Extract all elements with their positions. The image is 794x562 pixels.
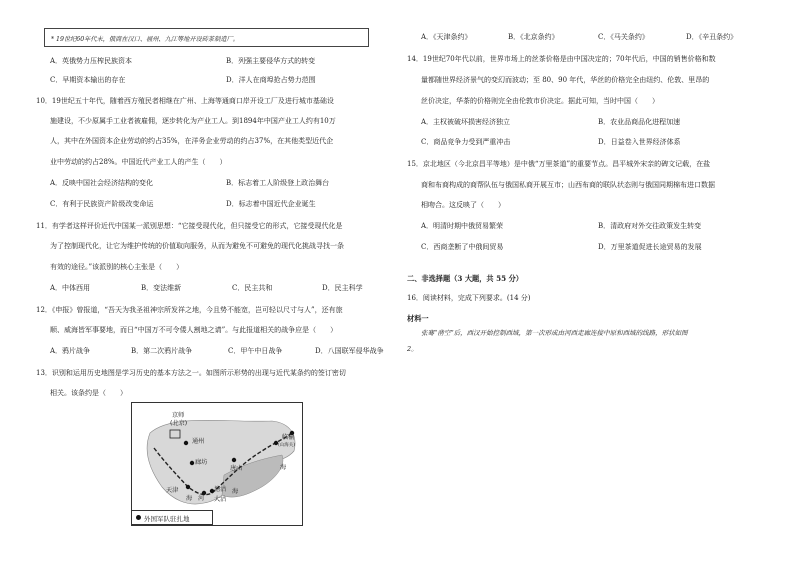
q13-option-b: B．《北京条约》 xyxy=(508,33,559,41)
material-title: 材料一 xyxy=(407,314,429,323)
map-label-dagu: 大沽 xyxy=(214,496,227,503)
q12-line-2: 顺、威海皆军事要地，而日“中国万不可令倭人割地之请”。与此报道相关的战争应是（ ） xyxy=(50,326,338,334)
map-label-langfang: 廊坊 xyxy=(195,459,208,466)
section-title: 二、非选择题（3 大题，共 55 分） xyxy=(407,274,523,283)
q12-option-c: C．甲午中日战争 xyxy=(228,347,283,355)
q15-option-a: A．明清时期中俄贸易繁荣 xyxy=(421,222,504,230)
q11-option-a: A．中体西用 xyxy=(50,284,91,292)
map-label-tanggu: 塘沽 xyxy=(214,486,227,493)
q16-title: 16．阅读材料，完成下列要求。(14 分) xyxy=(407,294,531,302)
q14-line-2: 量都随世界经济景气的变幻而波动；至 80、90 年代，华丝的价格完全由纽约、伦敦、里昂的 xyxy=(421,76,710,84)
material-line-1: 张骞“凿空”后，西汉开始控制西域，第一次形成由河西走廊连接中原和西域的线路，形状如图 xyxy=(421,329,688,337)
q10-option-c: C．有利于民族资产阶级改变命运 xyxy=(50,200,154,208)
map-label-tangshan: 唐山 xyxy=(230,465,243,472)
q11-option-d: D．民主科学 xyxy=(322,284,363,292)
map-label-linyu: 临榆 xyxy=(282,434,295,441)
legend-dot-icon xyxy=(136,515,141,520)
material-box xyxy=(44,28,369,47)
material-box-text: * 19世纪60年代末，俄商在汉口、福州、九江等地开设砖茶制造厂。 xyxy=(51,36,239,43)
q14-option-a: A．主权被破坏损害经济独立 xyxy=(421,118,511,126)
legend-label: 外国军队驻扎地 xyxy=(144,515,190,523)
map-label-tongzhou: 通州 xyxy=(192,438,205,445)
q14-line-3: 丝价决定，华茶的价格则完全由伦敦市价决定。据此可知，当时中国（ ） xyxy=(421,97,659,105)
q15-option-b: B．清政府对外交往政策发生转变 xyxy=(598,222,702,230)
q11-option-b: B．变法维新 xyxy=(141,284,182,292)
q12-option-d: D．八国联军侵华战争 xyxy=(315,347,384,355)
q13-option-c: C．《马关条约》 xyxy=(598,33,649,41)
q10-option-b: B．标志着工人阶级登上政治舞台 xyxy=(226,179,330,187)
map-label-beijing: (北京) xyxy=(170,420,188,427)
q9-option-a: A．英俄势力压榨民族资本 xyxy=(50,57,133,65)
q11-line-3: 有效的途径。”该派别的核心主张是（ ） xyxy=(50,263,184,271)
map-label-hai: 海 xyxy=(186,495,193,502)
q10-option-d: D．标志着中国近代企业诞生 xyxy=(226,200,316,208)
map-label-shanhaiguan: (山海关) xyxy=(278,443,296,448)
q14-line-1: 14．19世纪70年代以前，世界市场上的丝茶价格是由中国决定的；70年代后，中国的销售价格和数 xyxy=(407,55,716,63)
q13-option-d: D．《辛丑条约》 xyxy=(686,33,738,41)
map-legend xyxy=(131,510,213,525)
q9-option-b: B．列强主要侵华方式的转变 xyxy=(226,57,316,65)
q14-option-c: C．商品竞争力受到严重冲击 xyxy=(421,138,511,146)
q14-option-d: D．日益卷入世界经济体系 xyxy=(598,138,681,146)
q10-option-a: A．反映中国社会经济结构的变化 xyxy=(50,179,154,187)
historical-map xyxy=(131,402,303,526)
q13-line-2: 相关。该条约是（ ） xyxy=(50,389,127,397)
map-label-bohai: 海 xyxy=(280,464,287,471)
q15-option-d: D．万里茶道促进长途贸易的发展 xyxy=(598,243,702,251)
q9-option-c: C．早期资本输出的存在 xyxy=(50,76,126,84)
q12-option-b: B．第二次鸦片战争 xyxy=(131,347,193,355)
q14-option-b: B．农业品商品化进程加速 xyxy=(598,118,681,126)
q12-line-1: 12．《申报》曾报道，“吾天为我圣祖神宗所发祥之地，今且势不能宽，岂可轻以尺寸与人”，还有旅 xyxy=(36,306,343,314)
q11-line-1: 11．有学者这样评价近代中国某一派别思想：“它接受现代化，但只接受它的形式，它接受现代化是 xyxy=(36,222,343,230)
q10-line-3: 人，其中在外国资本企业劳动的约占35%，在洋务企业劳动的约占37%，在其他类型近代企 xyxy=(50,137,334,145)
q11-option-c: C．民主共和 xyxy=(232,284,273,292)
q15-line-2: 商和布商构成的商帮队伍与俄国私商开展互市；山西布商的联队状态则与俄国同期棉布进口数据 xyxy=(421,181,715,189)
map-label-jingshi: 京师 xyxy=(172,412,185,419)
map-graphic xyxy=(132,403,302,525)
q10-line-2: 施建设，不少原属手工业者被雇佣，逐步转化为产业工人。到1894年中国产业工人约有10万 xyxy=(50,117,336,125)
q9-option-d: D．洋人在商埠抢占势力范围 xyxy=(226,76,316,84)
material-line-2: 2。 xyxy=(407,345,418,353)
q10-line-4: 业中劳动的约占28%。中国近代产业工人的产生（ ） xyxy=(50,158,227,166)
q11-line-2: 为了控制现代化，让它为维护传统的价值取向服务，从而为避免不可避免的现代化挑战寻找一条 xyxy=(50,242,344,250)
q12-option-a: A．鸦片战争 xyxy=(50,347,91,355)
q13-option-a: A．《天津条约》 xyxy=(421,33,472,41)
q15-option-c: C．西商垄断了中俄间贸易 xyxy=(421,243,504,251)
q15-line-1: 15．京北地区（今北京昌平等地）是中俄“万里茶道”的重要节点。昌平城外宋亲的碑文记载，在盐 xyxy=(407,160,711,168)
map-label-tianjin: 天津 xyxy=(166,487,179,494)
q10-line-1: 10．19世纪五十年代，随着西方殖民者相继在广州、上海等通商口岸开设工厂及进行城市基础设 xyxy=(36,97,334,105)
map-label-sea: 海 xyxy=(232,488,239,495)
q15-line-3: 相吻合。这反映了（ ） xyxy=(421,201,505,209)
map-label-he: 河 xyxy=(198,495,205,502)
q13-line-1: 13．识别和运用历史地图是学习历史的基本方法之一。如图所示形势的出现与近代某条约的签订密切 xyxy=(36,369,346,377)
